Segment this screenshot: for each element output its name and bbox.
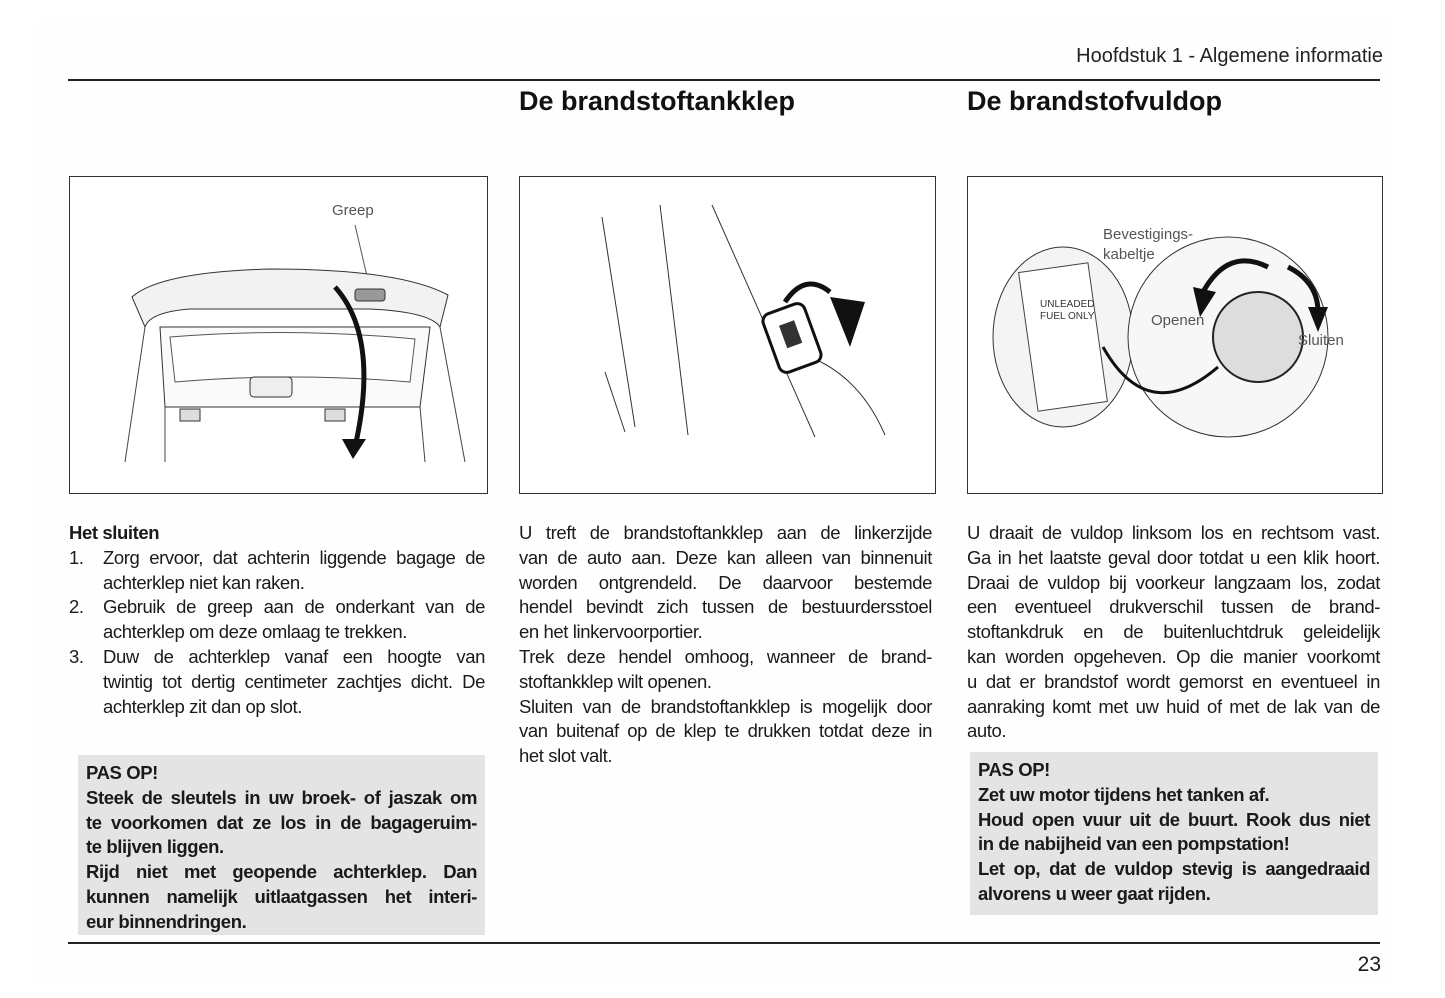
title-fuel-flap: De brandstoftankklep [519,86,796,116]
warning-box-fuel: PAS OP! Zet uw motor tijdens het tanken af. Houd open vuur uit de buurt. Rook dus niet in de nabijheid van een pompstation! Let op, dat de vuldop stevig is aangedraaid alvorens u weer gaat rijden. [970,752,1378,915]
label-cable-2: kabeltje [1103,246,1155,263]
cap-label-1: UNLEADED [1040,299,1095,310]
list-item: 3. Duw de achterklep vanaf een hoogte van twintig tot dertig centimeter zachtjes dicht. De achterklep zit dan op slot. [69,645,485,717]
warning-box-tailgate: PAS OP! Steek de sleutels in uw broek- of jaszak om te voorkomen dat ze los in de bagageruim- te blijven liggen. Rijd niet met geopende achterklep. Dan kunnen namelijk uitlaatgassen het interi- eur binnendringen. [78,755,485,935]
middle-column: U treft de brandstoftankklep aan de linkerzijde van de auto aan. Deze kan alleen van binnenuit worden ontgrendeld. De daarvoor bestemde hendel bevindt zich tussen de bestuurdersstoel en het linkervoorportier. Trek deze hendel omhoog, wanneer de brand- stoftankklep wilt openen. Sluiten van de brandstoftankklep is mogelijk door van buitenaf op de klep te drukken totdat deze in het slot valt. [519,522,932,767]
label-cable-1: Bevestigings- [1103,226,1194,243]
tailgate-illustration [69,176,488,494]
left-column [69,521,485,719]
warning-title: PAS OP! [86,762,158,783]
footer-rule [68,942,1380,944]
list-item: 1. Zorg ervoor, dat achterin liggende bagage de achterklep niet kan raken. [69,546,485,593]
title-fuel-cap: De brandstofvuldop [967,86,1222,116]
header-rule [68,79,1380,81]
list-item: 2. Gebruik de greep aan de onderkant van de achterklep om deze omlaag te trekken. [69,596,485,643]
label-handle: Greep [332,202,374,219]
page-number: 23 [1357,953,1381,976]
chapter-header: Hoofdstuk 1 - Algemene informatie [1076,45,1383,67]
fuel-cap-illustration [967,176,1383,494]
cap-label-2: FUEL ONLY [1040,311,1095,322]
warning-title: PAS OP! [978,759,1050,780]
right-column: U draait de vuldop linksom los en rechtsom vast. Ga in het laatste geval door totdat u een klik hoort. Draai de vuldop bij voorkeur langzaam los, zodat een eventueel drukverschil tussen de brand- stoftankdruk en de buitenluchtdruk geleidelijk kan worden opgeheven. Op die manier voorkomt u dat er brandstof wordt gemorst en eventueel in aanraking komt met uw huid of met de lak van de auto. [967,522,1380,742]
label-open: Openen [1151,312,1205,329]
fuel-flap-illustration [519,176,936,494]
label-close: Sluiten [1298,332,1344,349]
section-heading: Het sluiten [69,522,160,543]
